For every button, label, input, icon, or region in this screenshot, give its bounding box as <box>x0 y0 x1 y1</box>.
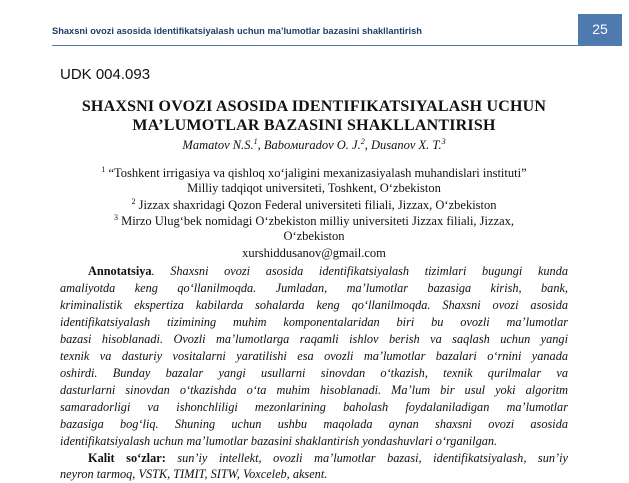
page-header <box>0 0 629 58</box>
abstract-line-4: identifikatsiyalash tizimining muhim komponentalaridan biri bu ovozli ma’lumotlar <box>60 315 568 329</box>
udk-code: UDK 004.093 <box>60 66 151 83</box>
authors-text: Mamatov N.S.$^1$, Baboмuradov O. J.$^2$, Dusanov X. T.$^3$ <box>182 137 446 153</box>
aff-sup-2: 2 <box>131 197 136 206</box>
aff-3-line-1: Mirzo Ulug‘bek nomidagi O‘zbekiston milliy universiteti Jizzax filiali, Jizzax, <box>117 214 515 229</box>
abstract-line-2: amaliyotda keng qo‘llanilmoqda. Jumladan, ma’lumotlar bazasiga kirish, bank, <box>60 281 568 295</box>
article-title-line-1: SHAXSNI OVOZI ASOSIDA IDENTIFIKATSIYALASH UCHUN <box>81 98 547 115</box>
keywords-line-2: neyron tarmoq, VSTK, TIMIT, SITW, Voxceleb, aksent. <box>60 467 328 481</box>
header-rule <box>52 45 578 46</box>
aff-sup-3: 3 <box>113 213 118 222</box>
abstract-line-5: bazasi hisoblanadi. Ovozli ma’lumotlarga raqamli ishlov berish va saqlash uchun yangi <box>60 332 568 346</box>
keywords-line-1 <box>60 451 568 466</box>
keywords-text-1: sun’iy intellekt, ovozli ma’lumotlar bazasi, identifikatsiyalash, sun’iy <box>165 451 568 465</box>
aff-sup-1: 1 <box>101 165 106 174</box>
running-title: Shaxsni ovozi asosida identifikatsiyalash uchun ma’lumotlar bazasini shakllantirish <box>52 26 422 36</box>
abstract-line-9: samaradorligi va ishonchliligi mezonlarining baholash foydalaniladigan ma’lumotlar <box>60 400 568 414</box>
affiliation-3 <box>60 213 568 229</box>
abstract-line-3: kriminalistik ekspertiza kabilarda sohalarda keng qo‘llanilmoqda. Shaxsni ovozi asosida <box>60 298 568 312</box>
abstract-line-1 <box>60 264 568 279</box>
aff-1-line-1: “Toshkent irrigasiya va qishloq xo‘jaligini mexanizasiyalash muhandislari instituti” <box>105 166 527 181</box>
keywords-label: Kalit so‘zlar: <box>88 451 166 465</box>
abstract-line-7: oshirdi. Bunday bazalar yangi usullarni sinovdan o‘tkazish, texnik qurilmalar va <box>60 366 568 380</box>
affiliation-1-cont: Milliy tadqiqot universiteti, Toshkent, O‘zbekiston <box>187 181 441 195</box>
abstract-line-11: identifikatsiyalash uchun ma’lumotlar bazasini shaklantirish yondashuvlari o‘rganilgan. <box>60 434 498 448</box>
abstract-line-8: dasturlarni sinovdan o‘tkazishda o‘ta muhim hisoblanadi. Ma’lum bir usul yoki algoritm <box>60 383 568 397</box>
abstract-text-1: . Shaxsni ovozi asosida identifikatsiyalash tizimlari bugungi kunda <box>151 264 568 278</box>
abstract-label: Annotatsiya <box>88 264 152 278</box>
page-number-box <box>578 14 622 46</box>
abstract-line-6: texnik va dasturiy vositalarni yaratilishi esa ovozli ma’lumotlar bazalari o‘rnini yanada <box>60 349 568 363</box>
affiliation-1 <box>60 165 568 181</box>
affiliation-3-cont: O‘zbekiston <box>283 229 345 243</box>
aff-2-text: Jizzax shaxridagi Qozon Federal universiteti filiali, Jizzax, O‘zbekiston <box>135 198 497 213</box>
page-number: 25 <box>592 21 608 37</box>
author-email: xurshiddusanov@gmail.com <box>242 246 386 260</box>
authors <box>60 137 568 153</box>
abstract-line-10: bazasiga bog‘liq. Shuning uchun ushbu maqolada aynan shaxsni ovozi asosida <box>60 417 568 431</box>
affiliation-2 <box>60 197 568 213</box>
article-title-line-2: MA’LUMOTLAR BAZASINI SHAKLLANTIRISH <box>132 117 496 134</box>
